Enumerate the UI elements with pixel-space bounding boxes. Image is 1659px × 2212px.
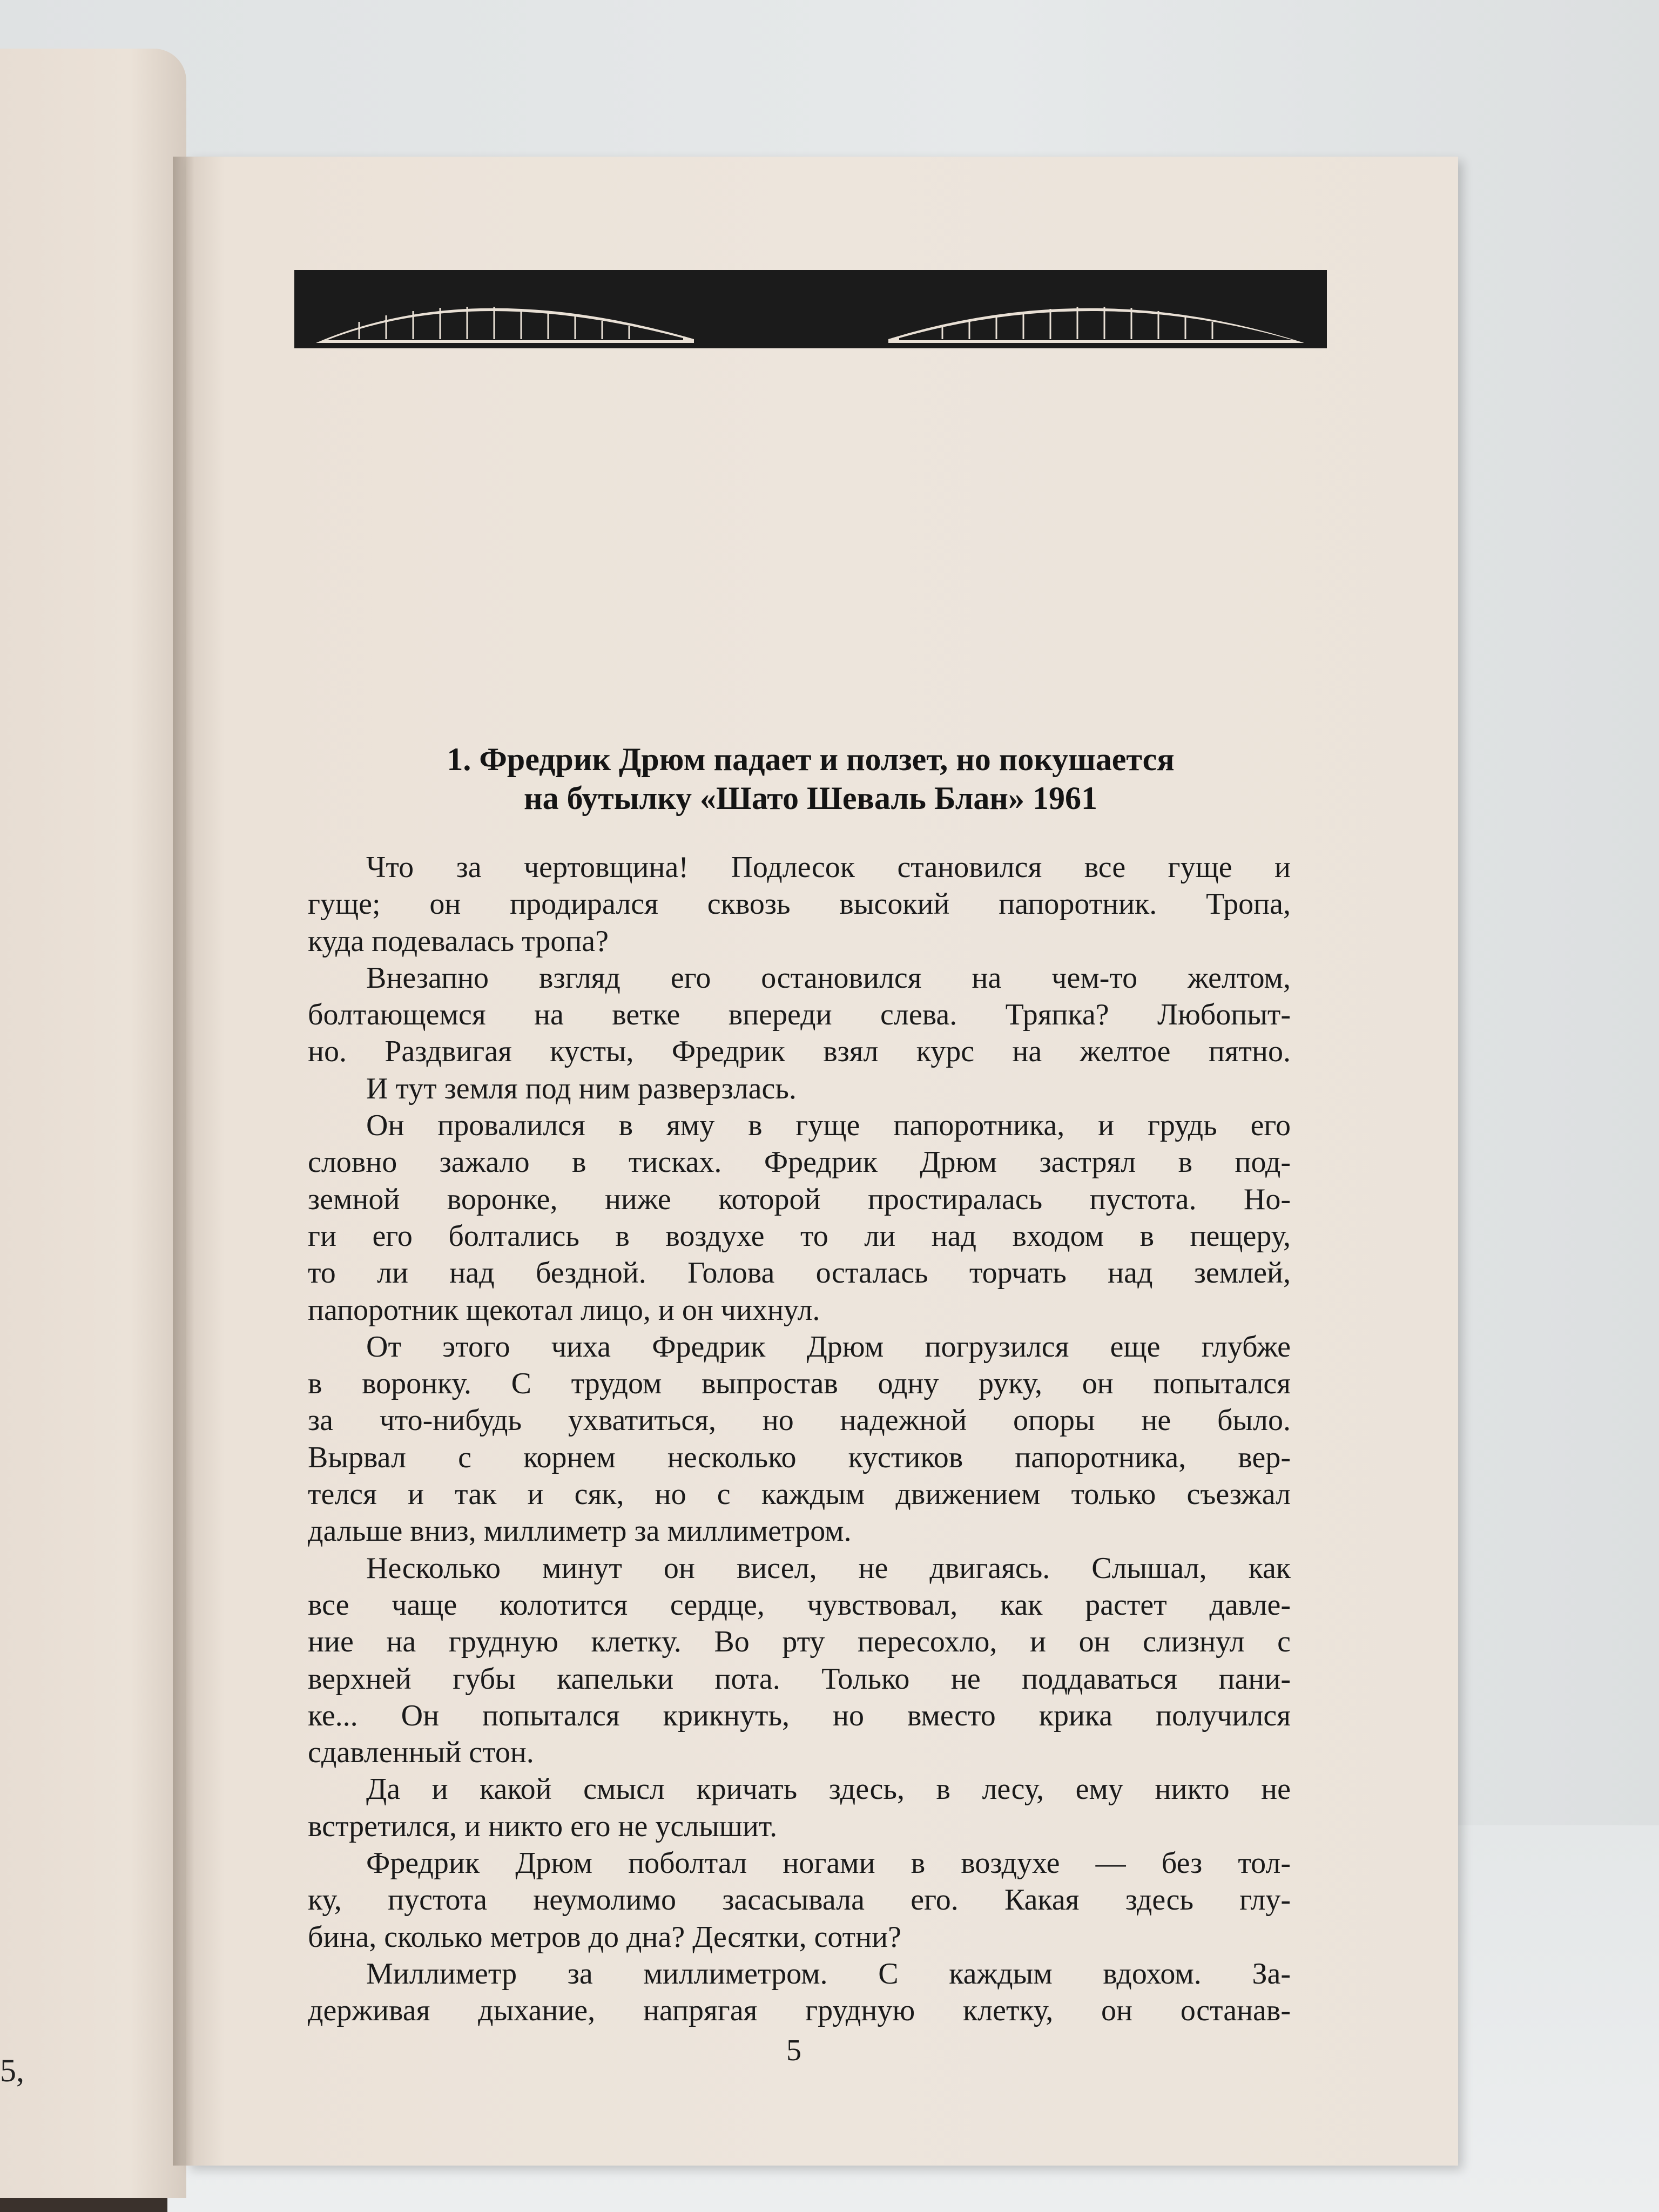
text-line: папоротник щекотал лицо, и он чихнул.: [308, 1293, 820, 1327]
chapter-ornament: [294, 270, 1327, 348]
text-line: болтающемся на ветке впереди слева. Тряпка? Любопыт-: [308, 998, 1291, 1032]
text-line: то ли над бездной. Голова осталась торчать над землей,: [308, 1256, 1291, 1290]
chapter-title-line-1: 1. Фредрик Дрюм падает и ползет, но покушается: [447, 741, 1175, 777]
text-line: за что-нибудь ухватиться, но надежной опоры не было.: [308, 1404, 1291, 1438]
text-line: дальше вниз, миллиметр за миллиметром.: [308, 1514, 852, 1548]
page-number: 5: [786, 2034, 801, 2067]
text-line: все чаще колотится сердце, чувствовал, как растет давле-: [308, 1588, 1291, 1622]
chapter-title: [294, 740, 1327, 818]
text-line: Он провалился в яму в гуще папоротника, и грудь его: [366, 1109, 1291, 1143]
text-line: ке... Он попытался крикнуть, но вместо крика получился: [308, 1698, 1291, 1732]
text-line: в воронку. С трудом выпростав одну руку, он попытался: [308, 1367, 1291, 1401]
text-line: Что за чертовщина! Подлесок становился все гуще и: [366, 851, 1291, 884]
text-line: встретился, и никто его не услышит.: [308, 1809, 778, 1843]
text-line: Вырвал с корнем несколько кустиков папоротника, вер-: [308, 1440, 1291, 1474]
text-line: Да и какой смысл кричать здесь, в лесу, ему никто не: [366, 1772, 1291, 1806]
text-line: Несколько минут он висел, не двигаясь. Слышал, как: [366, 1551, 1291, 1585]
text-line: держивая дыхание, напрягая грудную клетку, он останав-: [308, 1994, 1291, 2028]
text-line: Миллиметр за миллиметром. С каждым вдохом. За-: [366, 1957, 1291, 1991]
text-line: Внезапно взгляд его остановился на чем-то желтом,: [366, 961, 1291, 995]
text-line: ку, пустота неумолимо засасывала его. Какая здесь глу-: [308, 1883, 1291, 1917]
text-line: сдавленный стон.: [308, 1736, 534, 1770]
left-page-text-fragment: 5,: [0, 2053, 24, 2088]
text-line: земной воронке, ниже которой простиралась пустота. Но-: [308, 1182, 1291, 1216]
text-line: словно зажало в тисках. Фредрик Дрюм застрял в под-: [308, 1145, 1291, 1179]
text-line: бина, сколько метров до дна? Десятки, сотни?: [308, 1920, 901, 1954]
text-line: Фредрик Дрюм поболтал ногами в воздухе — без тол-: [366, 1846, 1291, 1880]
text-line: куда подевалась тропа?: [308, 924, 609, 958]
text-line: верхней губы капельки пота. Только не поддаваться пани-: [308, 1662, 1291, 1696]
gutter-shadow: [173, 157, 194, 2166]
text-line: ги его болтались в воздухе то ли над входом в пещеру,: [308, 1219, 1291, 1253]
chapter-title-line-2: на бутылку «Шато Шеваль Блан» 1961: [524, 780, 1097, 816]
left-page: [0, 49, 186, 2198]
text-line: телся и так и сяк, но с каждым движением только съезжал: [308, 1478, 1291, 1512]
chapter-body: [308, 849, 1291, 2029]
text-line: ние на грудную клетку. Во рту пересохло, и он слизнул с: [308, 1625, 1291, 1659]
text-line: И тут земля под ним разверзлась.: [366, 1071, 797, 1105]
text-line: но. Раздвигая кусты, Фредрик взял курс на желтое пятно.: [308, 1035, 1291, 1069]
text-line: От этого чиха Фредрик Дрюм погрузился еще глубже: [366, 1330, 1291, 1364]
text-line: гуще; он продирался сквозь высокий папоротник. Тропа,: [308, 887, 1291, 921]
